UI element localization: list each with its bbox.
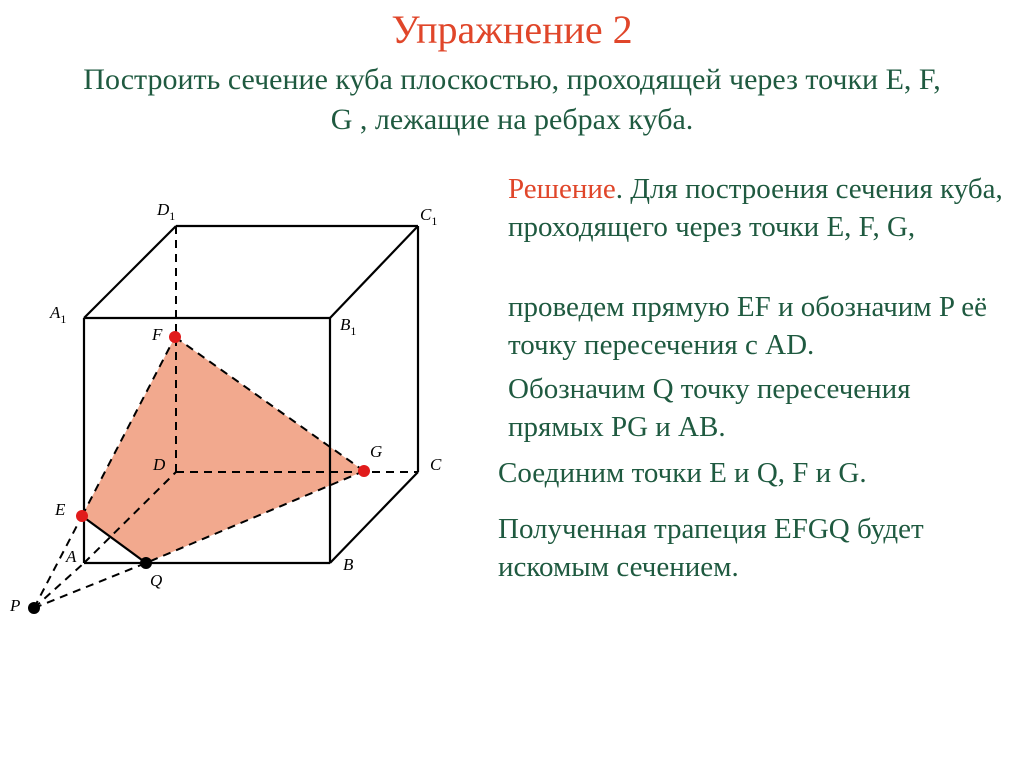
task-statement — [10, 60, 1014, 140]
label-q: Q — [150, 571, 163, 590]
task-line-1: Построить сечение куба плоскостью, проходящей через точки E, F, — [83, 63, 941, 96]
point-f — [169, 331, 181, 343]
edge-a1d1 — [84, 226, 176, 318]
point-q — [140, 557, 152, 569]
label-p: P — [10, 596, 21, 615]
label-c1: $C_1$ — [420, 205, 438, 228]
label-a: A — [66, 547, 77, 566]
point-e — [76, 510, 88, 522]
line-pq — [34, 563, 146, 608]
label-d: D — [153, 455, 166, 474]
point-g — [358, 465, 370, 477]
solution-label: Решение — [508, 173, 616, 205]
solution-step-3: Соединим точки E и Q, F и G. — [498, 457, 867, 489]
slide-title: Упражнение 2 — [391, 7, 633, 52]
solution-intro — [508, 170, 1013, 246]
label-f: F — [152, 325, 163, 344]
label-d1: $D_1$ — [157, 200, 176, 223]
edge-b1c1 — [330, 226, 418, 318]
task-line-2: G , лежащие на ребрах куба. — [330, 103, 694, 136]
point-p — [28, 602, 40, 614]
label-b: B — [343, 555, 354, 574]
line-pa — [34, 563, 84, 608]
solution-intro-text: . Для построения сечения куба, проходящего через точки E, F, G, — [508, 173, 1003, 243]
solution-step-2: Обозначим Q точку пересечения прямых PG и AB. — [508, 373, 911, 443]
solution-step-4: Полученная трапеция EFGQ будет искомым сечением. — [498, 513, 924, 583]
label-a1: $A_1$ — [50, 303, 67, 326]
label-c: C — [430, 455, 442, 474]
label-b1: $B_1$ — [340, 315, 357, 338]
label-g: G — [370, 442, 383, 461]
edge-bc — [330, 472, 418, 563]
cube-section-diagram — [0, 180, 480, 640]
label-e: E — [55, 500, 66, 519]
solution-step-1: проведем прямую EF и обозначим P её точку пересечения с AD. — [508, 291, 987, 361]
